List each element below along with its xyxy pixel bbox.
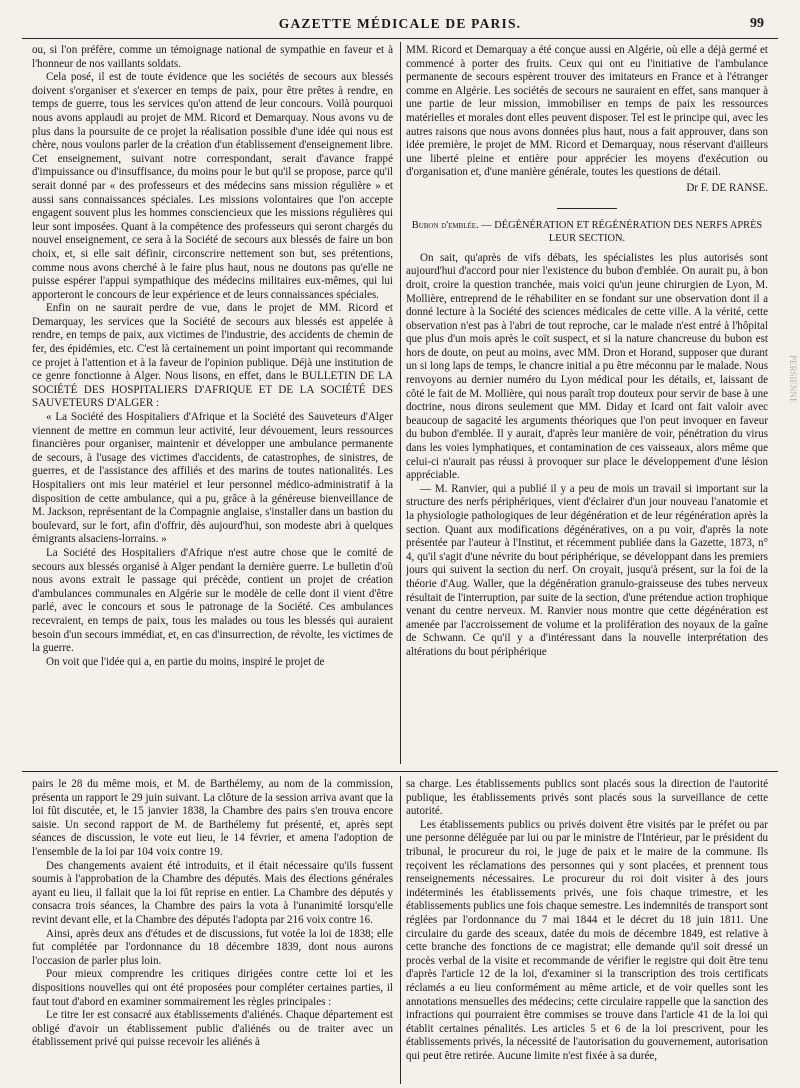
paragraph: « La Société des Hospitaliers d'Afrique et la Société des Sauveteurs d'Alger viennent de mettre en commun leur activité, leur dévouement, leurs ressources financières pour organiser, maintenir et développer une ambulance permanente de secours, à l'usage des victimes d'accidents, de catastrophes, de sinistres, de guerres, et de l'assistance des affiliés et des marins de toutes nationalités. Les Hospitaliers ont mis leur matériel et leur personnel médico-administratif à la disposition de cette ambulance, qui a pu, grâce à la généreuse bienveillance de M. Jackson, représentant de la Compagnie anglaise, s'installer dans un bastion du boulevard, sur le fort, afin d'offrir, dès aujourd'hui, son modeste abri à quelques émigrants alsaciens-lorrains. » [32,411,393,546]
paragraph: On sait, qu'après de vifs débats, les spécialistes les plus autorisés sont aujourd'hui d'accord pour nier l'existence du bubon d'emblée. On aurait pu, à bon droit, croire la question tranchée, mais voici qu'un jeune chirurgien de Lyon, M. Mollière, entreprend de le réhabiliter en se fondant sur une observation dont il a donné lecture à la Société des sciences médicales de cette ville. A la vérité, cette observation n'est pas à l'abri de tout reproche, car le malade n'est entré à l'hôpital que plus d'un mois après le coït suspect, et si la nature chancreuse du bubon est hors de doute, on peut au moins, avec MM. Dron et Horand, supposer que durant un si long laps de temps, le chancre initial a pu être méconnu par le malade. Nous renvoyons au dernier numéro du Lyon médical pour les détails, et, laissant de côté le fait de M. Mollière, qui nous paraît trop douteux pour servir de base à une doctrine, nous dirons seulement que MM. Diday et Icard ont fait valoir avec beaucoup de sagacité les arguments théoriques que l'on peut invoquer en faveur du bubon d'emblée. Il y aurait, d'après leur manière de voir, pénétration du virus dans les voies lymphatiques, et contamination de ces vaisseaux, alors même que celui-ci n'aurait pas réussi à provoquer sur place le développement d'une lésion appréciable. [406,251,768,482]
section-heading-lead: Bubon d'emblée. [411,219,479,231]
separator-rule [557,208,617,209]
page-number: 99 [750,16,764,31]
paragraph: — M. Ranvier, qui a publié il y a peu de mois un travail si important sur la structure des nerfs périphériques, vient d'éclairer d'un jour nouveau l'anatomie et la physiologie pathologiques de leur dégénération et de leur régénération après la section. Quant aux modifications dégénératives, on a pu voir, d'après la note présentée par l'auteur à l'Institut, et récemment publiée dans la Gazette, 1873, n° 4, qu'il s'agit d'une névrite du bout périphérique, se développant dans les premiers jours qui suivent la section du nerf. On croyait, jusqu'à présent, sur la foi de la théorie d'Aug. Waller, que la dégénération granulo-graisseuse des tubes nerveux résultait de l'interruption, par suite de la section, d'une prétendue action trophique venant du centre nerveux. M. Ranvier nous montre que cette dégénération est amenée par l'accroissement de volume et la prolifération des noyaux de la gaîne de Schwann. Ce qu'il y a d'intéressant dans la nouvelle interprétation des altérations du bout périphérique [406,482,768,658]
section-heading-rest: — DÉGÉNÉRATION ET RÉGÉNÉRATION DES NERFS APRÈS LEUR SECTION. [478,219,763,245]
paragraph: La Société des Hospitaliers d'Afrique n'est autre chose que le comité de secours aux blessés organisé à Alger pendant la dernière guerre. Le bulletin d'où nous avons extrait le passage qui précède, contient un projet de création d'ambulances communales en Algérie sur le modèle de celle dont il vient d'être parlé, avec le concours et sous le patronage de la Société. Ces ambulances recevraient, en temps de paix, tous les malades ou tous les blessés qui auraient besoin d'un secours immédiat, et, en cas d'insurrection, de révolte, les victimes de la guerre. [32,546,393,655]
paragraph: On voit que l'idée qui a, en partie du moins, inspiré le projet de [46,655,325,668]
paragraph: Ainsi, après deux ans d'études et de discussions, fut votée la loi de 1838; elle fut complétée par l'ordonnance du 18 décembre 1839, dont nous aurons l'occasion de parler plus loin. [32,927,393,967]
page-header [0,14,800,38]
section-heading [406,219,768,246]
header-rule [22,38,778,39]
section-divider-rule [22,771,778,772]
paragraph: sa charge. Les établissements publics sont placés sous la direction de l'autorité publique, les établissements privés sont placés sous la surveillance de cette autorité. [406,778,768,818]
paragraph: pairs le 28 du même mois, et M. de Barthélemy, au nom de la commission, présenta un rapport le 29 juin suivant. La clôture de la session arriva avant que la loi fût discutée, et, le 15 janvier 1838, la Chambre des pairs s'en trouva encore saisie. Un second rapport de M. de Barthélemy fut présenté, et, après sept séances de discussion, le vote eut lieu, le 14 février, et amena l'adoption de l'ensemble de la loi par 104 voix contre 19. [32,778,393,858]
paragraph: Des changements avaient été introduits, et il était nécessaire qu'ils fussent soumis à l'approbation de la Chambre des députés. Mais des élections générales ayant eu lieu, il fallait que la loi fût reprise en entier. La Chambre des députés y consacra trois séances, la Chambre des pairs la vota à l'unanimité lorsqu'elle revint devant elle, et la Chambre des députés l'adopta par 216 voix contre 16. [32,859,393,926]
top-right-column [406,44,768,759]
paragraph: Cela posé, il est de toute évidence que les sociétés de secours aux blessés doivent s'organiser et s'exercer en temps de paix, pour être prêtes à rendre, en temps de guerre, tous les services qu'on attend de leur concours. Voilà pourquoi nous avons applaudi au projet de MM. Ricord et Demarquay. Nous avons vu de plus dans la poursuite de ce projet la réalisation possible d'une idée qui nous est chère, nous voulons parler de la création d'un établissement d'enseignement libre. Cet enseignement, suivant notre correspondant, serait d'avance frappé d'impuissance ou d'insuffisance, du moins pour le but qu'il se propose, parce qu'il serait donné par « des professeurs et des médecins sans mission régulière » et aussi sans connaissances spéciales. Les missions volontaires que l'on accepte engagent souvent plus les hommes consciencieux que les missions régulières qui leur sont imposées. Quant à la compétence des professeurs qui seront chargés du nouvel enseignement, ce sera à la Société de secours aux blessés de faire un bon choix, et, si elle sait définir, circonscrire nettement son but, ses prétentions, comme nous avons cherché à le faire plus haut, nous ne doutons pas qu'elle ne puisse espérer l'appui sympathique des médecins militaires eux-mêmes, qui lui apporteront le concours de leur expérience et de leurs connaissances spéciales. [32,71,393,301]
top-left-column [32,44,393,759]
bottom-right-column [406,778,768,1082]
library-stamp: PERSIENNE [788,355,798,404]
journal-title: GAZETTE MÉDICALE DE PARIS. [278,16,522,31]
paragraph: Enfin on ne saurait perdre de vue, dans le projet de MM. Ricord et Demarquay, les services que la Société de secours aux blessés est appelée à rendre, en temps de paix, aux victimes de l'industrie, des accidents de chemin de fer, des épidémies, etc. C'est là certainement un point important qui recommande ce projet à l'attention et à la faveur de l'opinion publique. Déjà une institution de ce genre fonctionne à Alger. Nous lisons, en effet, dans le BULLETIN DE LA SOCIÉTÉ DES HOSPITALIERS D'AFRIQUE ET DE LA SOCIÉTÉ DES SAUVETEURS D'ALGER : [32,302,393,410]
paragraph: Les établissements publics ou privés doivent être visités par le préfet ou par une personne déléguée par lui ou par le ministre de l'Intérieur, par le président du tribunal, le procureur du roi, le juge de paix et le maire de la commune. Ils reçoivent les réclamations des personnes qui y sont placées, et prennent tous renseignements nécessaires. Le procureur du roi doit visiter à des jours indéterminés les établissements privés, une fois chaque trimestre, et les établissements publics une fois chaque semestre. Les indemnités de transport sont réglées par l'ordonnance du 7 mai 1844 et le décret du 18 juin 1811. Une circulaire du garde des sceaux, datée du mois de décembre 1849, est relative à cette branche des fonctions de ce magistrat; elle demande qu'il soit dressé un procès verbal de la visite et recommande de vérifier le registre qui doit être tenu d'après l'article 12 de la loi, d'examiner si la transcription des trois certificats réclamés a eu lieu conformément au même article, et de voir quelles sont les annotations mensuelles des médecins; cette circulaire rappelle que la sanction des infractions qui pourraient être commises se trouve dans l'article 41 de la loi qui établit certaines pénalités. Les articles 5 et 6 de la loi prescrivent, pour les établissements privés, la nécessité de l'autorisation du gouvernement, autorisation qui peut être retirée. Aucune limite n'est fixée à sa durée, [406,818,768,1062]
author-signature: Dr F. DE RANSE. [686,181,768,194]
paragraph: Pour mieux comprendre les critiques dirigées contre cette loi et les dispositions nouvelles qui ont été proposées pour compléter certaines parties, il faut tout d'abord en examiner sommairement les règles principales : [32,968,393,1008]
column-divider [400,42,401,764]
paragraph: MM. Ricord et Demarquay a été conçue aussi en Algérie, où elle a déjà germé et commencé à porter des fruits. Ceux qui ont eu l'initiative de l'ambulance permanente de secours espèrent trouver des imitateurs en France et à l'étranger comme en Algérie. Les sociétés de secours ne sauraient en effet, sans manquer à une partie de leur mission, immobiliser en temps de paix les ressources matérielles et morales dont elles peuvent disposer. Tel est le principe qui, avec les autres raisons que nous avons données plus haut, nous a fait approuver, dans son idée première, le projet de MM. Ricord et Demarquay, nous réservant d'ailleurs une liberté pleine et entière pour apprécier les moyens d'exécution ou d'organisation et, d'une manière générale, toutes les questions de détail. [406,44,768,179]
column-divider [400,776,401,1084]
paragraph: Le titre Ier est consacré aux établissements d'aliénés. Chaque département est obligé d'avoir un établissement public d'aliénés ou de traiter avec un établissement privé qui puisse recevoir les aliénés à [32,1009,393,1049]
paragraph: ou, si l'on préfère, comme un témoignage national de sympathie en faveur et à l'honneur de nos vaillants soldats. [32,44,393,70]
bottom-left-column [32,778,393,1082]
